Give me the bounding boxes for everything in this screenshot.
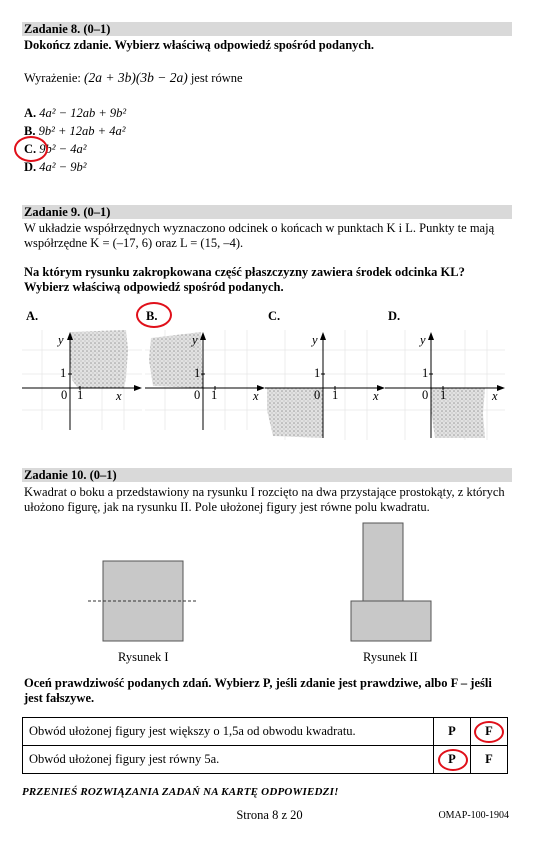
- footer-note: PRZENIEŚ ROZWIĄZANIA ZADAŃ NA KARTĘ ODPOWIEDZI!: [22, 786, 339, 798]
- panel-b-zero: 0: [194, 388, 201, 402]
- shaded-region: [70, 330, 128, 388]
- panel-a-graph: [22, 330, 142, 430]
- panel-label-d[interactable]: D.: [388, 309, 401, 323]
- task10-line1: Kwadrat o boku a przedstawiony na rysunku I rozcięto na dwa przystające prostokąty, z których: [24, 485, 505, 499]
- task10-question2: jest fałszywe.: [24, 691, 95, 705]
- answer-mark-task9: [136, 302, 172, 328]
- task9-line2: współrzędne K = (–17, 6) oraz L = (15, –4).: [24, 236, 244, 250]
- row1-p-option[interactable]: P: [434, 718, 471, 746]
- panel-b-one-y: 1: [194, 366, 201, 380]
- panel-a-x-label: x: [116, 389, 122, 403]
- task10-header: Zadanie 10. (0–1): [22, 468, 512, 482]
- panel-c-one-x: 1: [332, 388, 339, 402]
- expression: (2a + 3b)(3b − 2a): [83, 70, 188, 85]
- option-text: 9b² − 4a²: [39, 142, 87, 156]
- statement-1: Obwód ułożonej figury jest większy o 1,5a od obwodu kwadratu.: [23, 718, 434, 746]
- panel-d-one-y: 1: [422, 366, 429, 380]
- panel-label-c[interactable]: C.: [268, 309, 281, 323]
- table-row: [23, 718, 508, 746]
- panel-c-one-y: 1: [314, 366, 321, 380]
- task8-option-d[interactable]: [24, 160, 86, 175]
- figure-2-label: Rysunek II: [363, 650, 418, 664]
- task8-option-a[interactable]: [24, 106, 126, 121]
- panel-c-zero: 0: [314, 388, 321, 402]
- panel-a-one-y: 1: [60, 366, 67, 380]
- exam-code: OMAP-100-1904: [438, 810, 509, 821]
- statement-2: Obwód ułożonej figury jest równy 5a.: [23, 746, 434, 774]
- panel-c-graph: [265, 330, 385, 440]
- option-letter: A.: [24, 106, 37, 120]
- panel-a-y-label: y: [58, 333, 64, 347]
- task8-instruction: Dokończ zdanie. Wybierz właściwą odpowiedź spośród podanych.: [24, 38, 375, 52]
- option-letter: B.: [24, 124, 36, 138]
- task9-question2: Wybierz właściwą odpowiedź spośród podanych.: [24, 280, 284, 294]
- expression-suffix: jest równe: [190, 71, 243, 85]
- option-letter: C.: [24, 142, 37, 156]
- figure-1-label: Rysunek I: [118, 650, 169, 664]
- figure-2-upright: [363, 523, 403, 603]
- panel-b-y-label: y: [192, 333, 198, 347]
- panel-d-one-x: 1: [440, 388, 447, 402]
- expression-prefix: Wyrażenie:: [24, 71, 81, 85]
- option-text: 4a² − 12ab + 9b²: [39, 106, 127, 120]
- row1-f-option[interactable]: F: [471, 718, 508, 746]
- answer-mark-row1: [474, 721, 504, 743]
- true-false-table: [22, 717, 508, 774]
- answer-mark-task8: [14, 136, 48, 162]
- task8-header: Zadanie 8. (0–1): [22, 22, 512, 36]
- figure-2-base: [351, 601, 431, 641]
- table-row: [23, 746, 508, 774]
- panel-label-b[interactable]: B.: [146, 309, 158, 323]
- panel-b-x-label: x: [253, 389, 259, 403]
- option-letter: D.: [24, 160, 37, 174]
- panel-d-graph: [385, 330, 505, 440]
- panel-label-a[interactable]: A.: [26, 309, 39, 323]
- task9-line1: W układzie współrzędnych wyznaczono odcinek o końcach w punktach K i L. Punkty te mają: [24, 221, 495, 235]
- panel-d-y-label: y: [420, 333, 426, 347]
- page-number: Strona 8 z 20: [236, 808, 303, 822]
- panel-b-graph: [145, 330, 265, 430]
- panel-b-one-x: 1: [211, 388, 218, 402]
- task10-question1: Oceń prawdziwość podanych zdań. Wybierz P, jeśli zdanie jest prawdziwe, albo F – jeśli: [24, 676, 492, 690]
- panel-d-x-label: x: [492, 389, 498, 403]
- panel-a-zero: 0: [61, 388, 68, 402]
- task8-expression-line: [24, 70, 243, 86]
- option-text: 9b² + 12ab + 4a²: [38, 124, 126, 138]
- task10-line2: ułożono figurę, jak na rysunku II. Pole ułożonej figury jest równe polu kwadratu.: [24, 500, 430, 514]
- panel-c-x-label: x: [373, 389, 379, 403]
- panel-a-one-x: 1: [77, 388, 84, 402]
- task9-header: Zadanie 9. (0–1): [22, 205, 512, 219]
- panel-c-y-label: y: [312, 333, 318, 347]
- panel-d-zero: 0: [422, 388, 429, 402]
- figures: [80, 515, 480, 645]
- task9-question1: Na którym rysunku zakropkowana część płaszczyzny zawiera środek odcinka KL?: [24, 265, 465, 279]
- row2-f-option[interactable]: F: [471, 746, 508, 774]
- answer-mark-row2: [438, 749, 468, 771]
- row2-p-option[interactable]: P: [434, 746, 471, 774]
- option-text: 4a² − 9b²: [39, 160, 87, 174]
